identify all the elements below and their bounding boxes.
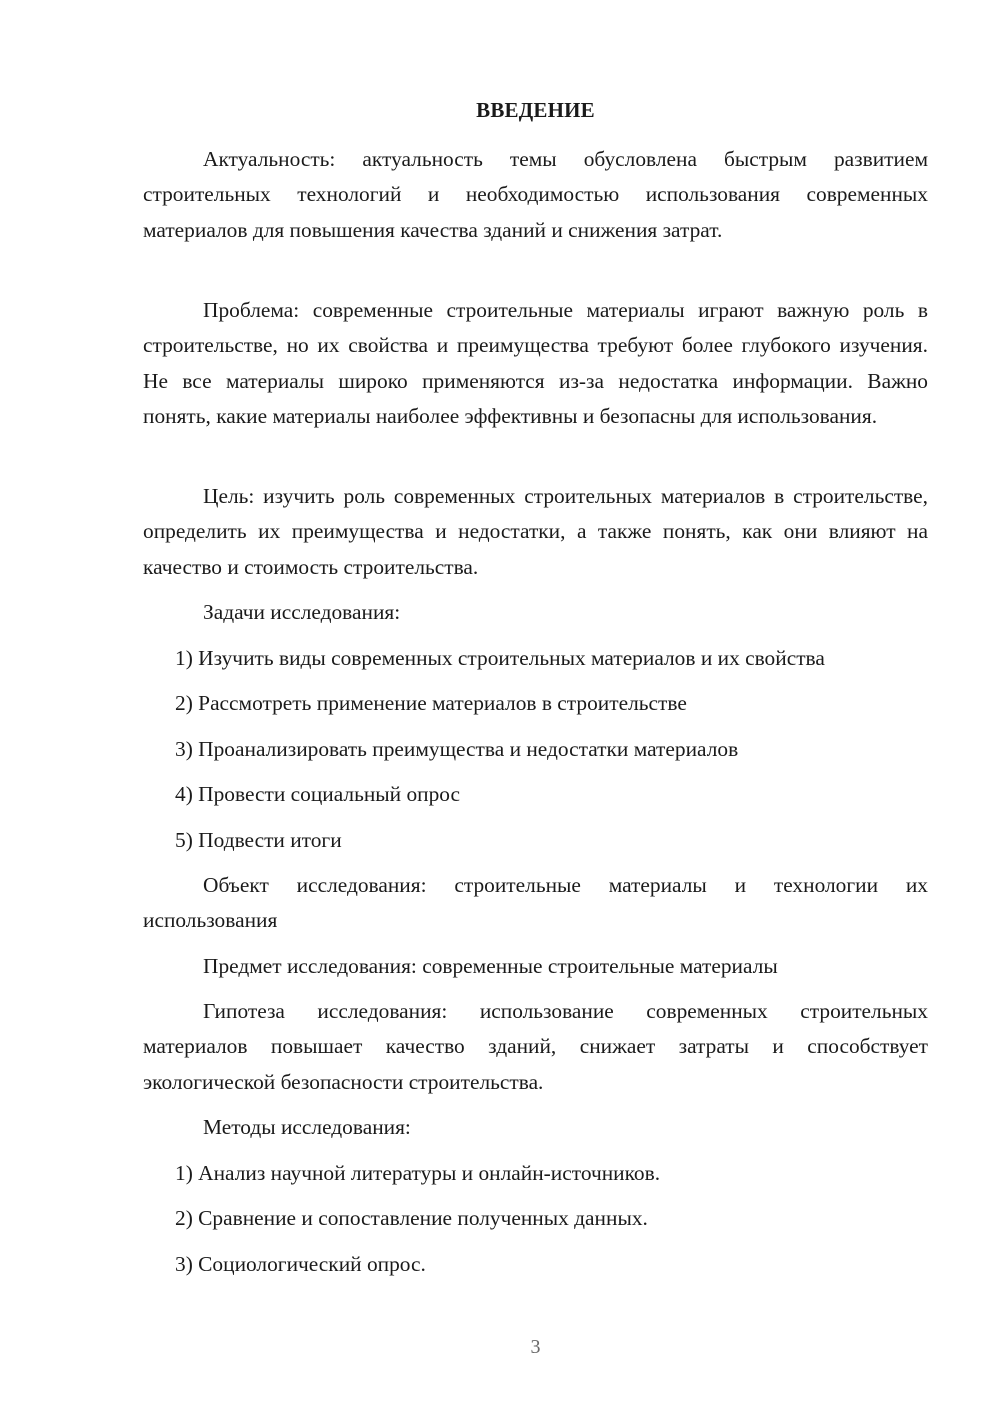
document-title: ВВЕДЕНИЕ <box>476 98 595 122</box>
subject-paragraph: Предмет исследования: современные строительные материалы <box>203 954 778 978</box>
tasks-heading: Задачи исследования: <box>203 600 401 624</box>
object-paragraph: Объект исследования: строительные материалы и технологии их использования <box>143 873 928 933</box>
task-item: 1) Изучить виды современных строительных материалов и их свойства <box>175 646 825 670</box>
goal-paragraph: Цель: изучить роль современных строительных материалов в строительстве, определить их преимущества и недостатки, а также понять, как они влияют на качество и стоимость строительства. <box>143 484 928 579</box>
method-item: 3) Социологический опрос. <box>175 1252 426 1276</box>
hypothesis-paragraph: Гипотеза исследования: использование современных строительных материалов повышает качество зданий, снижает затраты и способствует экологической безопасности строительства. <box>143 999 928 1094</box>
task-item: 3) Проанализировать преимущества и недостатки материалов <box>175 737 739 761</box>
task-item: 4) Провести социальный опрос <box>175 782 461 806</box>
document-page <box>143 0 928 1414</box>
method-item: 2) Сравнение и сопоставление полученных данных. <box>175 1206 648 1230</box>
page-number: 3 <box>530 1336 541 1358</box>
method-item: 1) Анализ научной литературы и онлайн-источников. <box>175 1161 661 1185</box>
task-item: 5) Подвести итоги <box>175 828 342 852</box>
task-item: 2) Рассмотреть применение материалов в строительстве <box>175 691 687 715</box>
methods-heading: Методы исследования: <box>203 1115 411 1139</box>
problem-paragraph: Проблема: современные строительные материалы играют важную роль в строительстве, но их свойства и преимущества требуют более глубокого изучения. Не все материалы широко применяются из-за недостатка информации. Важно понять, какие материалы наиболее эффективны и безопасны для использования. <box>143 298 928 428</box>
relevance-paragraph: Актуальность: актуальность темы обусловлена быстрым развитием строительных технологий и необходимостью использования современных материалов для повышения качества зданий и снижения затрат. <box>143 147 928 242</box>
